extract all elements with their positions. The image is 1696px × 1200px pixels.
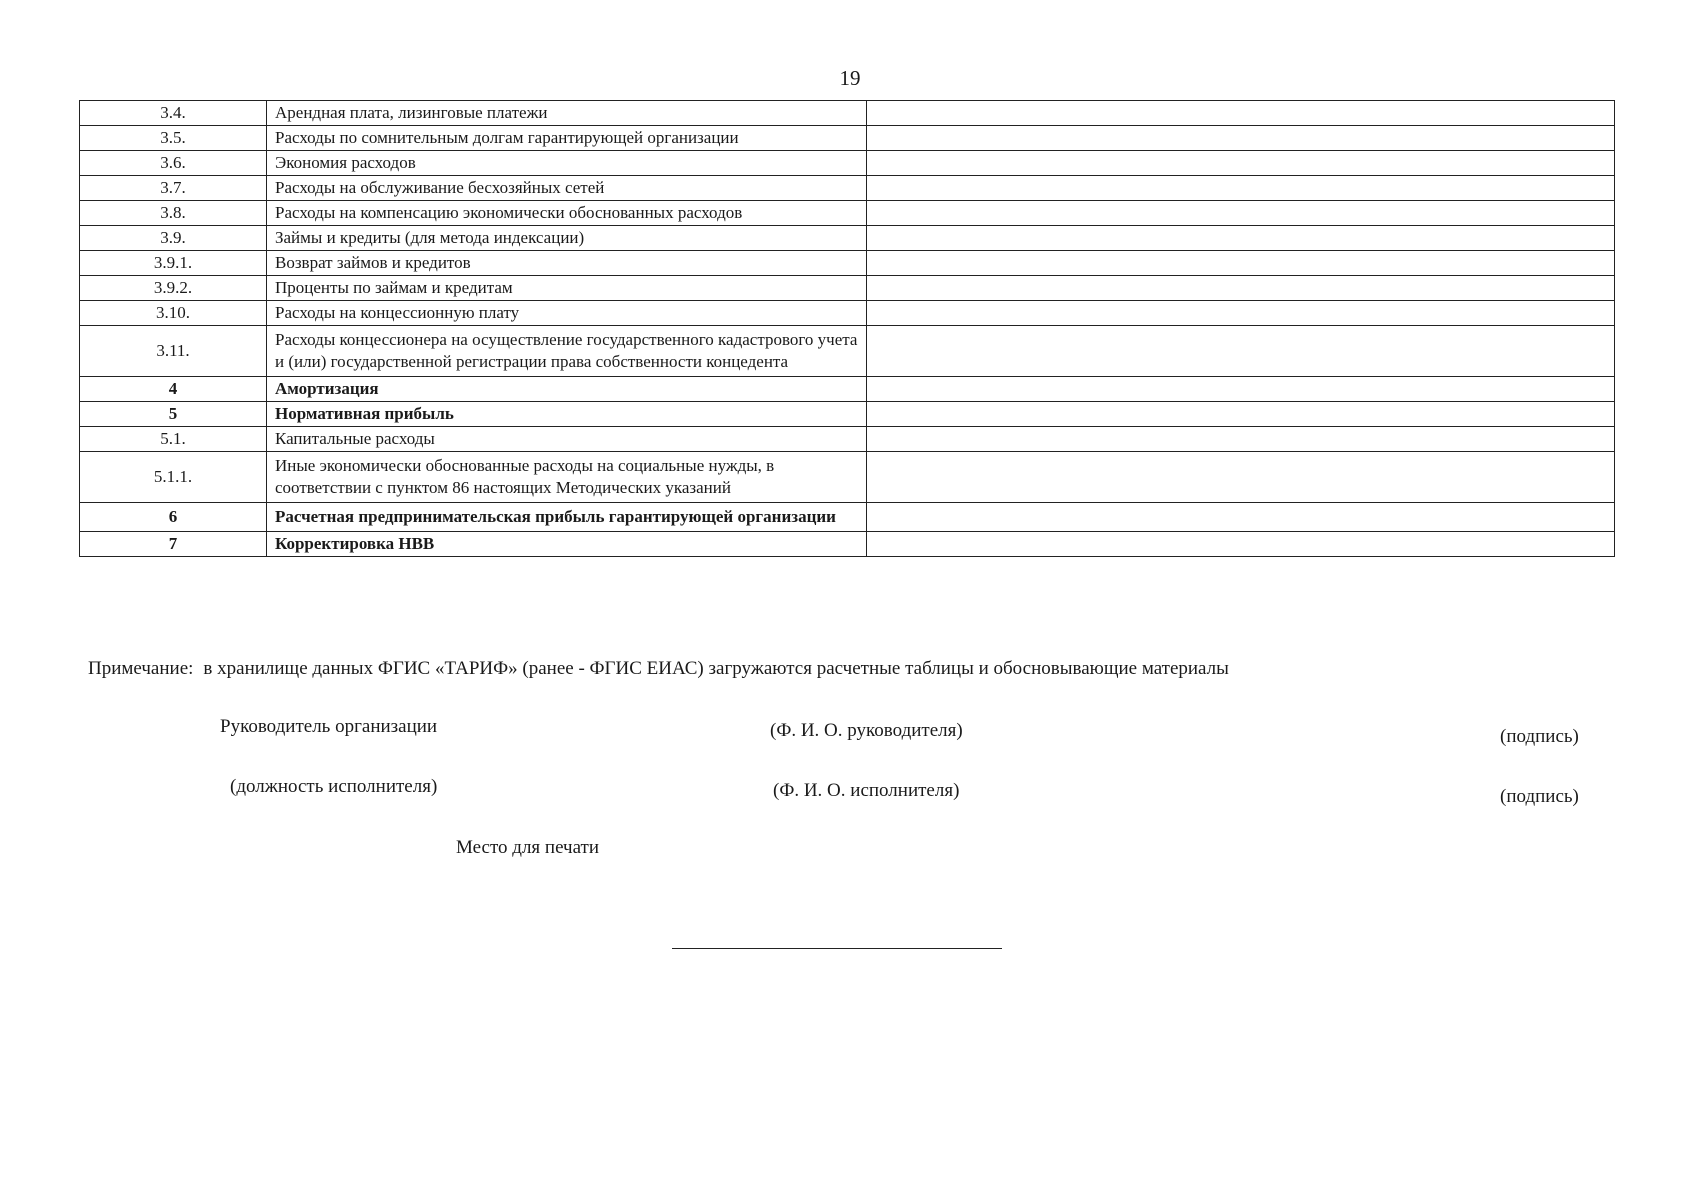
row-value (867, 301, 1615, 326)
row-value (867, 532, 1615, 557)
row-number: 3.5. (80, 126, 267, 151)
table-row (80, 251, 1615, 276)
row-value (867, 226, 1615, 251)
row-name: Расходы концессионера на осуществление государственного кадастрового учета и (или) государственной регистрации права собственности концедента (267, 326, 867, 377)
row-number: 3.6. (80, 151, 267, 176)
row-value (867, 326, 1615, 377)
row-name: Расчетная предпринимательская прибыль гарантирующей организации (267, 503, 867, 532)
row-name: Проценты по займам и кредитам (267, 276, 867, 301)
executor-signature-label: (подпись) (1500, 786, 1579, 807)
footnote-text: в хранилище данных ФГИС «ТАРИФ» (ранее - ФГИС ЕИАС) загружаются расчетные таблицы и обосновывающие материалы (203, 658, 1229, 679)
row-value (867, 503, 1615, 532)
row-value (867, 402, 1615, 427)
executor-position-label: (должность исполнителя) (230, 776, 438, 797)
row-number: 5 (80, 402, 267, 427)
executor-name-label: (Ф. И. О. исполнителя) (773, 780, 960, 801)
table-row (80, 377, 1615, 402)
row-value (867, 126, 1615, 151)
row-name: Арендная плата, лизинговые платежи (267, 101, 867, 126)
row-number: 3.7. (80, 176, 267, 201)
table-row (80, 176, 1615, 201)
row-value (867, 276, 1615, 301)
table-row (80, 402, 1615, 427)
row-name: Корректировка НВВ (267, 532, 867, 557)
row-number: 3.4. (80, 101, 267, 126)
tariff-table (79, 100, 1615, 557)
page-number: 19 (839, 66, 861, 90)
row-value (867, 427, 1615, 452)
table-row (80, 326, 1615, 377)
head-name-label: (Ф. И. О. руководителя) (770, 720, 963, 741)
row-name: Экономия расходов (267, 151, 867, 176)
row-number: 3.9.2. (80, 276, 267, 301)
row-value (867, 377, 1615, 402)
row-name: Займы и кредиты (для метода индексации) (267, 226, 867, 251)
head-position-label: Руководитель организации (220, 716, 438, 737)
row-number: 5.1. (80, 427, 267, 452)
row-number: 4 (80, 377, 267, 402)
row-value (867, 151, 1615, 176)
table-row (80, 503, 1615, 532)
table-row (80, 301, 1615, 326)
table-row (80, 427, 1615, 452)
row-number: 7 (80, 532, 267, 557)
stamp-place-label: Место для печати (456, 837, 600, 858)
head-signature-label: (подпись) (1500, 726, 1579, 747)
signature-line (672, 948, 1002, 949)
row-name: Расходы на обслуживание бесхозяйных сетей (267, 176, 867, 201)
row-value (867, 101, 1615, 126)
row-number: 3.9. (80, 226, 267, 251)
row-number: 6 (80, 503, 267, 532)
row-name: Капитальные расходы (267, 427, 867, 452)
table-row (80, 226, 1615, 251)
row-value (867, 176, 1615, 201)
table-row (80, 151, 1615, 176)
row-name: Расходы на концессионную плату (267, 301, 867, 326)
row-name: Иные экономически обоснованные расходы на социальные нужды, в соответствии с пунктом 86 настоящих Методических указаний (267, 452, 867, 503)
row-number: 3.10. (80, 301, 267, 326)
footnote (88, 658, 1229, 680)
table-row (80, 452, 1615, 503)
row-name: Расходы на компенсацию экономически обоснованных расходов (267, 201, 867, 226)
row-number: 3.9.1. (80, 251, 267, 276)
row-number: 3.11. (80, 326, 267, 377)
table-row (80, 532, 1615, 557)
table-row (80, 101, 1615, 126)
row-name: Возврат займов и кредитов (267, 251, 867, 276)
table-row (80, 201, 1615, 226)
row-value (867, 452, 1615, 503)
footnote-label: Примечание: (88, 658, 194, 679)
row-name: Расходы по сомнительным долгам гарантирующей организации (267, 126, 867, 151)
row-number: 3.8. (80, 201, 267, 226)
table-row (80, 126, 1615, 151)
row-name: Нормативная прибыль (267, 402, 867, 427)
row-number: 5.1.1. (80, 452, 267, 503)
table-row (80, 276, 1615, 301)
row-name: Амортизация (267, 377, 867, 402)
row-value (867, 251, 1615, 276)
row-value (867, 201, 1615, 226)
